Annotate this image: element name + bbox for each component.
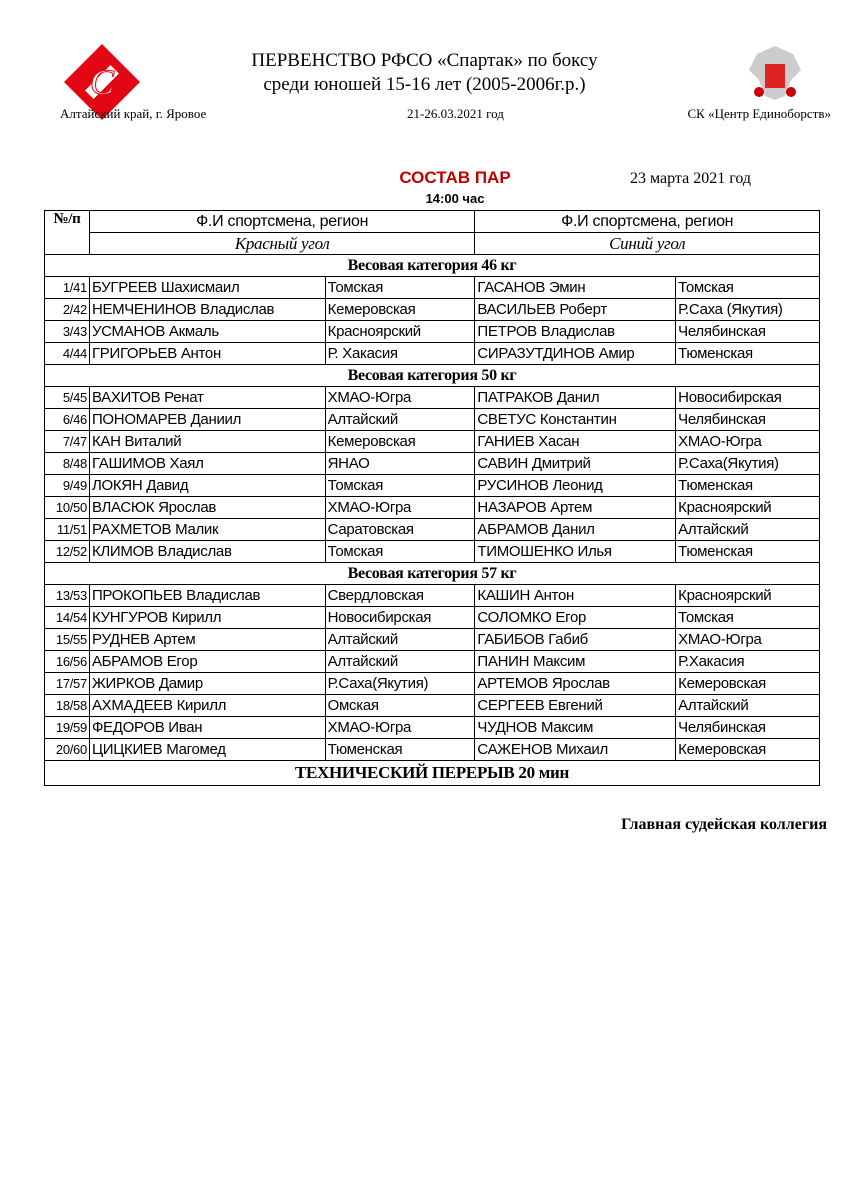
col-number-header: №/п <box>45 211 90 255</box>
blue-athlete-name: ТИМОШЕНКО Илья <box>475 541 676 563</box>
red-athlete-region: Алтайский <box>325 629 475 651</box>
blue-athlete-name: СЕРГЕЕВ Евгений <box>475 695 676 717</box>
blue-athlete-name: ГАСАНОВ Эмин <box>475 277 676 299</box>
weight-category-row <box>45 255 820 277</box>
blue-athlete-name: АБРАМОВ Данил <box>475 519 676 541</box>
pair-row <box>45 607 820 629</box>
pair-number: 17/57 <box>45 673 90 695</box>
blue-athlete-region: Тюменская <box>676 475 820 497</box>
blue-athlete-region: Красноярский <box>676 497 820 519</box>
weight-category-title: Весовая категория 57 кг <box>45 563 820 585</box>
blue-athlete-name: ВАСИЛЬЕВ Роберт <box>475 299 676 321</box>
blue-athlete-region: Р.Хакасия <box>676 651 820 673</box>
blue-athlete-name: СОЛОМКО Егор <box>475 607 676 629</box>
red-athlete-region: Омская <box>325 695 475 717</box>
blue-athlete-name: САЖЕНОВ Михаил <box>475 739 676 761</box>
pair-row <box>45 277 820 299</box>
corner-row <box>45 233 820 255</box>
pair-row <box>45 497 820 519</box>
blue-athlete-region: Кемеровская <box>676 673 820 695</box>
blue-athlete-name: ПАНИН Максим <box>475 651 676 673</box>
blue-athlete-name: АРТЕМОВ Ярослав <box>475 673 676 695</box>
weight-category-row <box>45 563 820 585</box>
red-athlete-name: КЛИМОВ Владислав <box>89 541 325 563</box>
red-athlete-name: ЛОКЯН Давид <box>89 475 325 497</box>
blue-athlete-region: Р.Саха (Якутия) <box>676 299 820 321</box>
pair-row <box>45 629 820 651</box>
red-athlete-name: ГРИГОРЬЕВ Антон <box>89 343 325 365</box>
pair-row <box>45 475 820 497</box>
col-red-header: Ф.И спортсмена, регион <box>89 211 474 233</box>
blue-athlete-region: Тюменская <box>676 541 820 563</box>
blue-athlete-region: Кемеровская <box>676 739 820 761</box>
pair-number: 5/45 <box>45 387 90 409</box>
pair-number: 6/46 <box>45 409 90 431</box>
blue-corner-label: Синий угол <box>475 233 820 255</box>
red-athlete-region: ХМАО-Югра <box>325 497 475 519</box>
blue-athlete-name: ГАБИБОВ Габиб <box>475 629 676 651</box>
red-athlete-name: ЖИРКОВ Дамир <box>89 673 325 695</box>
title-line-2: среди юношей 15-16 лет (2005-2006г.р.) <box>263 74 586 95</box>
pair-number: 18/58 <box>45 695 90 717</box>
document-title: СОСТАВ ПАР <box>399 168 511 187</box>
blue-athlete-region: Красноярский <box>676 585 820 607</box>
red-athlete-region: Новосибирская <box>325 607 475 629</box>
pair-number: 19/59 <box>45 717 90 739</box>
pair-number: 8/48 <box>45 453 90 475</box>
red-athlete-name: ВАХИТОВ Ренат <box>89 387 325 409</box>
red-athlete-name: КУНГУРОВ Кирилл <box>89 607 325 629</box>
col-blue-header: Ф.И спортсмена, регион <box>475 211 820 233</box>
red-athlete-region: Тюменская <box>325 739 475 761</box>
red-athlete-region: Алтайский <box>325 651 475 673</box>
blue-athlete-region: Новосибирская <box>676 387 820 409</box>
break-row <box>45 761 820 786</box>
red-athlete-name: РАХМЕТОВ Малик <box>89 519 325 541</box>
blue-athlete-region: Челябинская <box>676 409 820 431</box>
chief-judges-signature: Главная судейская коллегия <box>621 816 827 833</box>
red-athlete-name: АБРАМОВ Егор <box>89 651 325 673</box>
red-athlete-name: ПРОКОПЬЕВ Владислав <box>89 585 325 607</box>
weight-category-row <box>45 365 820 387</box>
red-athlete-name: БУГРЕЕВ Шахисмаил <box>89 277 325 299</box>
blue-athlete-name: РУСИНОВ Леонид <box>475 475 676 497</box>
blue-athlete-region: Челябинская <box>676 321 820 343</box>
red-athlete-name: ВЛАСЮК Ярослав <box>89 497 325 519</box>
blue-athlete-name: ЧУДНОВ Максим <box>475 717 676 739</box>
technical-break-label: ТЕХНИЧЕСКИЙ ПЕРЕРЫВ 20 мин <box>45 761 820 786</box>
pair-row <box>45 673 820 695</box>
pair-row <box>45 717 820 739</box>
red-athlete-name: ФЕДОРОВ Иван <box>89 717 325 739</box>
pair-row <box>45 409 820 431</box>
blue-athlete-name: СИРАЗУТДИНОВ Амир <box>475 343 676 365</box>
pairs-table <box>44 210 820 786</box>
red-athlete-name: АХМАДЕЕВ Кирилл <box>89 695 325 717</box>
red-athlete-region: Томская <box>325 541 475 563</box>
venue: СК «Центр Единоборств» <box>687 106 831 121</box>
pair-number: 7/47 <box>45 431 90 453</box>
red-athlete-region: Р.Саха(Якутия) <box>325 673 475 695</box>
red-athlete-region: Кемеровская <box>325 299 475 321</box>
blue-athlete-region: Челябинская <box>676 717 820 739</box>
red-athlete-name: УСМАНОВ Акмаль <box>89 321 325 343</box>
pair-row <box>45 299 820 321</box>
red-athlete-region: Томская <box>325 475 475 497</box>
red-athlete-name: ЦИЦКИЕВ Магомед <box>89 739 325 761</box>
blue-athlete-name: СВЕТУС Константин <box>475 409 676 431</box>
blue-athlete-region: ХМАО-Югра <box>676 629 820 651</box>
red-athlete-region: ХМАО-Югра <box>325 387 475 409</box>
pair-number: 15/55 <box>45 629 90 651</box>
event-dates: 21-26.03.2021 год <box>407 106 504 121</box>
pair-row <box>45 453 820 475</box>
pair-number: 10/50 <box>45 497 90 519</box>
pair-number: 4/44 <box>45 343 90 365</box>
blue-athlete-region: Алтайский <box>676 695 820 717</box>
blue-athlete-region: Тюменская <box>676 343 820 365</box>
red-athlete-region: Томская <box>325 277 475 299</box>
red-athlete-region: Алтайский <box>325 409 475 431</box>
weight-category-title: Весовая категория 46 кг <box>45 255 820 277</box>
pair-row <box>45 343 820 365</box>
red-athlete-region: ЯНАО <box>325 453 475 475</box>
pair-number: 3/43 <box>45 321 90 343</box>
pair-number: 11/51 <box>45 519 90 541</box>
red-athlete-region: Красноярский <box>325 321 475 343</box>
blue-athlete-region: Томская <box>676 277 820 299</box>
blue-athlete-region: ХМАО-Югра <box>676 431 820 453</box>
pair-number: 20/60 <box>45 739 90 761</box>
red-athlete-region: ХМАО-Югра <box>325 717 475 739</box>
red-athlete-name: КАН Виталий <box>89 431 325 453</box>
pair-row <box>45 519 820 541</box>
red-athlete-region: Кемеровская <box>325 431 475 453</box>
blue-athlete-region: Р.Саха(Якутия) <box>676 453 820 475</box>
weight-category-title: Весовая категория 50 кг <box>45 365 820 387</box>
blue-athlete-name: САВИН Дмитрий <box>475 453 676 475</box>
pair-number: 2/42 <box>45 299 90 321</box>
blue-athlete-region: Томская <box>676 607 820 629</box>
red-corner-label: Красный угол <box>89 233 474 255</box>
blue-athlete-region: Алтайский <box>676 519 820 541</box>
svg-text:C: C <box>89 62 115 102</box>
red-athlete-name: НЕМЧЕНИНОВ Владислав <box>89 299 325 321</box>
pair-number: 1/41 <box>45 277 90 299</box>
header-row <box>45 211 820 233</box>
pair-row <box>45 651 820 673</box>
pair-row <box>45 387 820 409</box>
pair-row <box>45 695 820 717</box>
blue-athlete-name: НАЗАРОВ Артем <box>475 497 676 519</box>
pair-number: 14/54 <box>45 607 90 629</box>
blue-athlete-name: ГАНИЕВ Хасан <box>475 431 676 453</box>
red-athlete-name: ГАШИМОВ Хаял <box>89 453 325 475</box>
pair-number: 13/53 <box>45 585 90 607</box>
pair-row <box>45 739 820 761</box>
blue-athlete-name: ПАТРАКОВ Данил <box>475 387 676 409</box>
pair-row <box>45 431 820 453</box>
title-line-1: ПЕРВЕНСТВО РФСО «Спартак» по боксу <box>251 50 598 71</box>
red-athlete-region: Саратовская <box>325 519 475 541</box>
document-date: 23 марта 2021 год <box>630 170 752 187</box>
pair-number: 12/52 <box>45 541 90 563</box>
session-time: 14:00 час <box>425 191 485 206</box>
blue-athlete-name: ПЕТРОВ Владислав <box>475 321 676 343</box>
red-athlete-name: ПОНОМАРЕВ Даниил <box>89 409 325 431</box>
red-athlete-region: Свердловская <box>325 585 475 607</box>
red-athlete-region: Р. Хакасия <box>325 343 475 365</box>
pair-number: 16/56 <box>45 651 90 673</box>
pair-number: 9/49 <box>45 475 90 497</box>
location: Алтайский край, г. Яровое <box>60 106 207 121</box>
pair-row <box>45 541 820 563</box>
red-athlete-name: РУДНЕВ Артем <box>89 629 325 651</box>
pair-row <box>45 585 820 607</box>
pair-row <box>45 321 820 343</box>
blue-athlete-name: КАШИН Антон <box>475 585 676 607</box>
